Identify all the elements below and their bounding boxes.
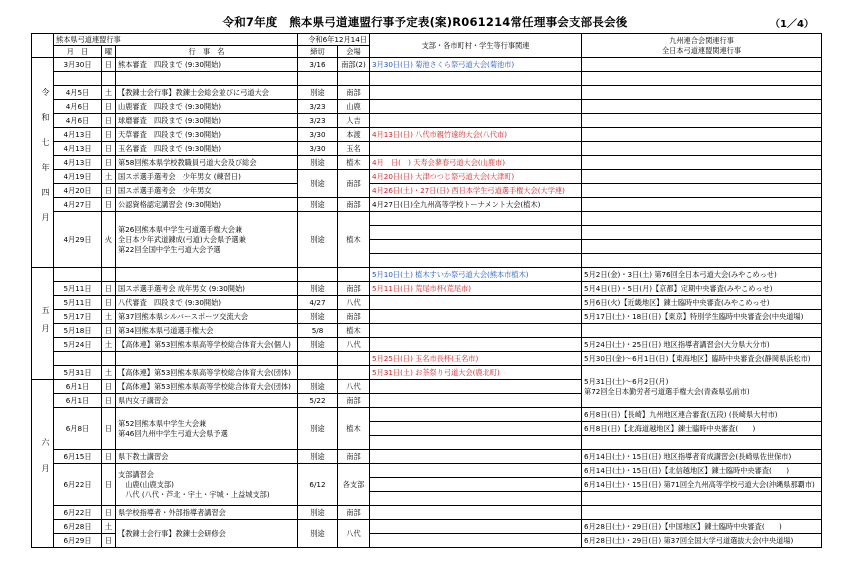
june-8-event: 第52回熊本県中学生大会兼 第46回九州中学生弓道大会県予選	[116, 408, 298, 450]
table-row: 4月29日 火 第26回熊本県中学生弓道選手権大会兼 全日本少年武道錬成(弓道)大会県予選兼 第22回全国中学生弓道大会予選 別途 植木	[32, 212, 822, 226]
table-row: 5月11日 日 国スポ選手選考会 成年男女 (9:30開始) 別途 南部 5月11日(日) 荒尾市杯(荒尾市) 5月4日(日)・5日(月)【京都】定期中央審査(みやこめっせ)	[32, 282, 822, 296]
header-branch: 支部・各市町村・学生等行事関連	[370, 34, 582, 58]
table-row: 5月11日 日 八代審査 四段まで (9:30開始) 4/27 八代 5月6日(火)【近畿地区】錬士臨時中央審査(みやこめっせ)	[32, 296, 822, 310]
table-row: 5月25日(日) 玉名市長杯(玉名市) 5月30日(金)～6月1日(日)【東海地区】臨時中央審査会(静岡県浜松市)	[32, 352, 822, 366]
table-row: 5月31日 土 【高体連】第53回熊本県高等学校総合体育大会(団体) 5月31日(土) お茶祭り弓道大会(鹿北町) 5月31日(土)～6月2日(月) 第72回全日本勤労者弓道選手権大会(青森県弘前市)	[32, 366, 822, 380]
table-row: 6月8日(日)【北海道越地区】錬士臨時中央審査( )	[32, 422, 822, 436]
table-row: 4月5日 土 【教錬士会行事】教錬士会総会並びに弓道大会 別途 南部	[32, 86, 822, 100]
header-deadline: 締切	[298, 46, 338, 58]
header-venue: 会場	[338, 46, 370, 58]
table-row: 4月13日 日 天草審査 四段まで (9:30開始) 3/30 本渡 4月13日(日) 八代市親竹遠的大会(八代市)	[32, 128, 822, 142]
table-row: 4月27日 日 公認資格認定講習会 (9:30開始) 別途 南部 4月27日(日)全九州高等学校トーナメント大会(植木)	[32, 198, 822, 212]
table-row: 4月6日 日 球磨審査 四段まで (9:30開始) 3/23 人吉	[32, 114, 822, 128]
table-row: 4月13日 日 第58回熊本県学校教職員弓道大会及び総会 別途 植木 4月 日( ) 天寿会蓼春弓道大会(山鹿市)	[32, 156, 822, 170]
document-title: 令和7年度 熊本県弓道連盟行事予定表(案)R061214常任理事会支部長会後	[222, 15, 628, 29]
table-row	[32, 72, 822, 86]
kyushu-may31: 5月31日(土)～6月2日(月) 第72回全日本勤労者弓道選手権大会(青森県弘前市)	[582, 366, 822, 408]
table-row: 5月24日 土 【高体連】第53回熊本県高等学校総合体育大会(個人) 別途 八代 5月24日(土)・25日(日) 地区指導者講習会(大分県大分市)	[32, 338, 822, 352]
table-row: 4月13日 日 玉名審査 四段まで (9:30開始) 3/30 玉名	[32, 142, 822, 156]
header-org: 熊本県弓道連盟行事	[54, 34, 298, 46]
table-row: 4月20日 日 国スポ選手選考会 少年男女 4月26日(土)・27日(日) 西日本学生弓道選手権大会(大学連)	[32, 184, 822, 198]
table-row: 5月17日 土 第37回熊本県シルバースポーツ交流大会 別途 南部 5月17日(土)・18日(日)【東京】特別学生臨時中央審査会(中央道場)	[32, 310, 822, 324]
month-label-april: 令和七年四月	[32, 58, 54, 268]
header-event: 行 事 名	[116, 46, 298, 58]
table-row: 6月22日 日 県学校指導者・外部指導者講習会 別途 南部	[32, 506, 822, 520]
header-date-stamp: 令和6年12月14日	[298, 34, 370, 46]
table-row: 6月14日(土)・15日(日) 第71回全九州高等学校弓道大会(沖縄県那覇市)	[32, 478, 822, 492]
table-row: 5月18日 日 第34回熊本県弓道選手権大会 5/8 植木	[32, 324, 822, 338]
header-dow: 曜	[102, 46, 116, 58]
table-row: 6月1日 日 県内女子講習会 5/22 南部	[32, 394, 822, 408]
page-number: （1／4）	[770, 19, 814, 30]
table-row: 6月28日 土 【教錬士会行事】教錬士会研修会 別途 八代 6月28日(土)・29日(日)【中国地区】錬士臨時中央審査( )	[32, 520, 822, 534]
header-kyushu: 九州連合会関連行事 全日本弓道連盟関連行事	[582, 34, 822, 58]
schedule-table	[31, 33, 822, 548]
header-row-1	[32, 34, 822, 46]
month-label-june: 六月	[32, 380, 54, 548]
table-row: 6月15日 日 県下教士講習会 別途 南部 6月14日(土)・15日(日) 地区指導者育成講習会(長崎県佐世保市)	[32, 450, 822, 464]
april-29-event: 第26回熊本県中学生弓道選手権大会兼 全日本少年武道錬成(弓道)大会県予選兼 第22回全国中学生弓道大会予選	[116, 212, 298, 268]
table-row: 6月22日 日 支部講習会 山鹿(山鹿支部) 八代 (八代・芦北・宇土・宇城・上益城支部) 6/12 各支部 6月14日(土)・15日(日)【北信越地区】錬士臨時中央審査( )	[32, 464, 822, 478]
table-row: 6月8日 日 第52回熊本県中学生大会兼 第46回九州中学生弓道大会県予選 別途 植木 6月8日(日)【長崎】九州地区連合審査(五段) (長崎県大村市)	[32, 408, 822, 422]
table-row: 4月19日 土 国スポ選手選考会 少年男女 (練習日) 別途 南部 4月20日(日) 大津つつじ祭弓道大会(大津町)	[32, 170, 822, 184]
header-date: 月 日	[54, 46, 102, 58]
month-label-may: 五月	[32, 268, 54, 380]
june-22-event: 支部講習会 山鹿(山鹿支部) 八代 (八代・芦北・宇土・宇城・上益城支部)	[116, 464, 298, 506]
table-row: 4月6日 日 山鹿審査 四段まで (9:30開始) 3/23 山鹿	[32, 100, 822, 114]
table-row: 五月 5月10日(土) 植木すいか祭弓道大会(熊本市植木) 5月2日(金)・3日(土) 第76回全日本弓道大会(みやこめっせ)	[32, 268, 822, 282]
table-row: 令和七年四月 3月30日 日 熊本審査 四段まで (9:30開始) 3/16 南部(2) 3月30日(日) 菊池さくら祭弓道大会(菊池市)	[32, 58, 822, 72]
table-row: 6月29日 日 6月28日(土)・29日(日) 第37回全国大学弓道選抜大会(中央道場)	[32, 534, 822, 548]
table-row: 六月 6月1日 日 【高体連】第53回熊本県高等学校総合体育大会(団体) 別途 八代	[32, 380, 822, 394]
